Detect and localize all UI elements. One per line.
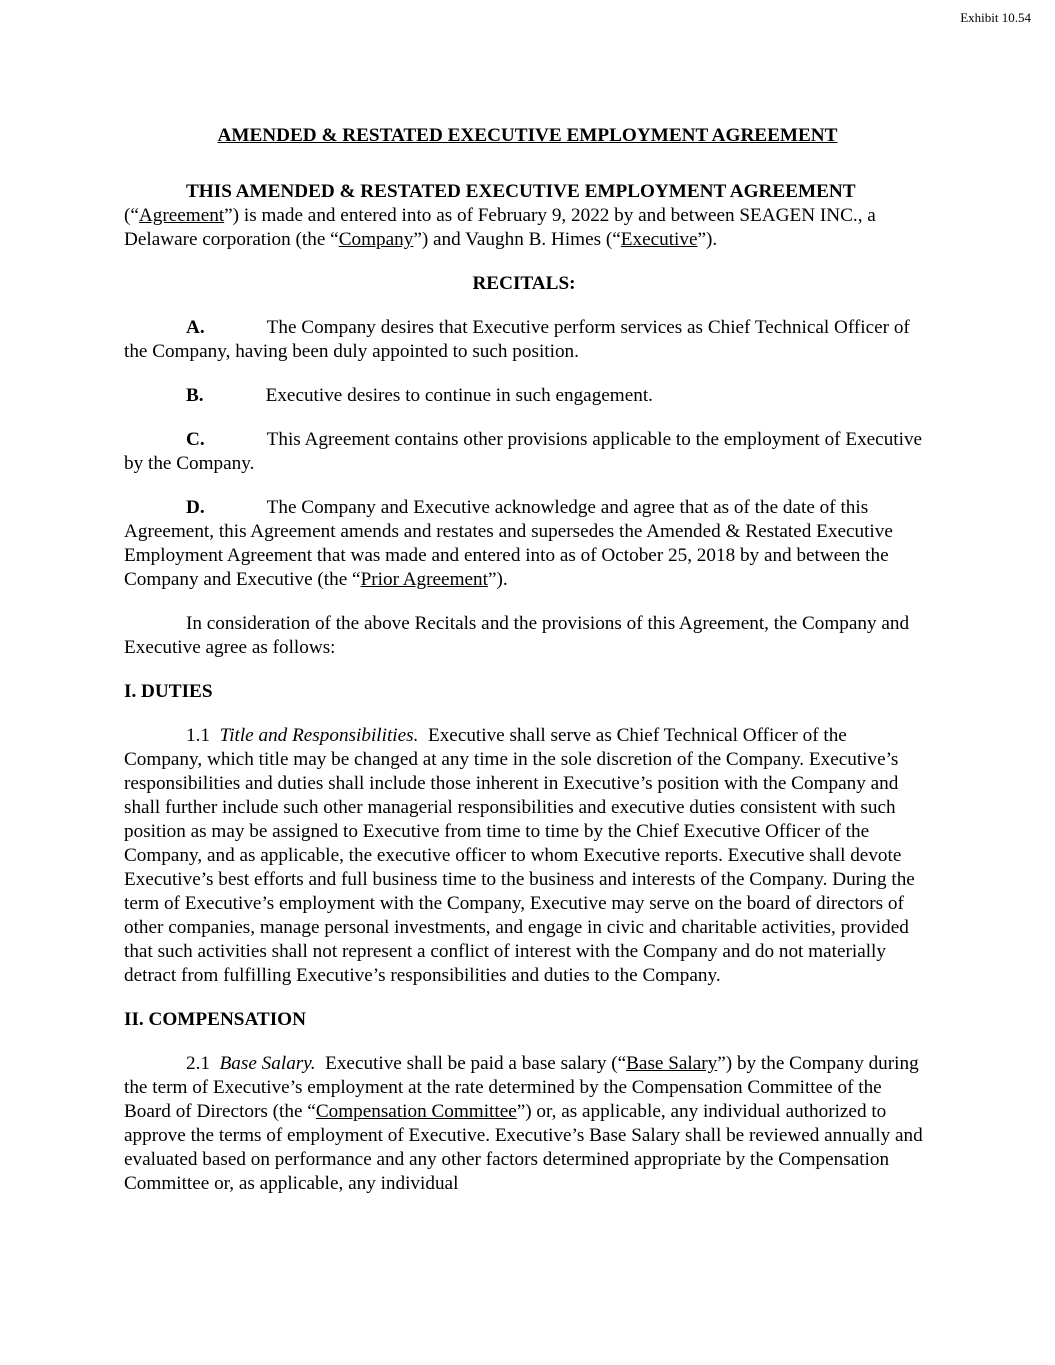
def-prior-agreement: Prior Agreement [360,569,488,590]
section-2-1-title: Base Salary. [219,1053,316,1074]
recital-d-text-1: The Company and Executive acknowledge and agree that as of the date of this Agreement, this Agreement amends and restates and supersedes the Amended & Restated Executive Employment Agreement that was made and entered into as of October 25, 2018 by and between the Company and Executive (the “ [124,497,893,590]
exhibit-label: Exhibit 10.54 [960,10,1031,25]
section-1-heading: I. DUTIES [124,681,213,702]
consideration-paragraph: In consideration of the above Recitals and the provisions of this Agreement, the Company and Executive agree as follows: [124,613,910,658]
document-body [124,180,924,1216]
intro-text-3: ”) and Vaughn B. Himes (“ [413,229,621,250]
def-company: Company [338,229,414,250]
recital-a-label: A. [186,317,205,338]
recital-b [124,384,924,408]
intro-text-4: ”). [697,229,718,250]
recital-d-text-2: ”). [487,569,508,590]
page-title: AMENDED & RESTATED EXECUTIVE EMPLOYMENT AGREEMENT [217,125,838,146]
def-base-salary: Base Salary [626,1053,718,1074]
section-2-1-paragraph [124,1052,924,1196]
recital-c [124,428,924,476]
def-compensation-committee: Compensation Committee [315,1101,517,1122]
intro-bold-lead: THIS AMENDED & RESTATED EXECUTIVE EMPLOYMENT AGREEMENT [186,181,856,202]
recital-b-label: B. [186,385,204,406]
section-1-1-title: Title and Responsibilities. [219,725,419,746]
recital-a-text: The Company desires that Executive perform services as Chief Technical Officer of the Company, having been duly appointed to such position. [124,317,910,362]
intro-text-1: (“ [124,205,139,226]
recital-a [124,316,924,364]
section-1-1-num: 1.1 [186,725,210,746]
recital-c-text: This Agreement contains other provisions applicable to the employment of Executive by the Company. [124,429,923,474]
section-2-1-text-3: ”) or, as applicable, any individual authorized to approve the terms of employment of Executive. Executive’s Base Salary shall be reviewed annually and evaluated based on performance and any other factors determined appropriate by the Compensation Committee or, as applicable, any individual [124,1101,923,1194]
intro-paragraph [124,180,924,252]
recital-b-text: Executive desires to continue in such engagement. [265,385,653,406]
section-2-1-text-2: ”) by the Company during the term of Executive’s employment at the rate determined by the Compensation Committee of the Board of Directors (the “ [124,1053,919,1122]
recitals-heading: RECITALS: [472,273,576,294]
recital-d-label: D. [186,497,205,518]
section-2-1-text-1: Executive shall be paid a base salary (“ [325,1053,627,1074]
def-executive: Executive [620,229,698,250]
section-1-1-text: Executive shall serve as Chief Technical Officer of the Company, which title may be changed at any time in the sole discretion of the Company. Executive’s responsibilities and duties shall include those inherent in Executive’s position with the Company and shall further include such other managerial responsibilities and executive duties consistent with such position as may be assigned to Executive from time to time by the Chief Executive Officer of the Company, and as applicable, the executive officer to whom Executive reports. Executive shall devote Executive’s best efforts and full business time to the business and interests of the Company. During the term of Executive’s employment with the Company, Executive may serve on the board of directors of other companies, manage personal investments, and engage in civic and charitable activities, provided that such activities shall not represent a conflict of interest with the Company and do not materially detract from fulfilling Executive’s responsibilities and duties to the Company. [124,725,915,986]
def-agreement: Agreement [138,205,225,226]
section-1-1-paragraph [124,724,924,988]
recital-d [124,496,924,592]
recital-c-label: C. [186,429,205,450]
section-2-heading: II. COMPENSATION [124,1009,306,1030]
section-2-1-num: 2.1 [186,1053,210,1074]
intro-text-2: ”) is made and entered into as of February 9, 2022 by and between SEAGEN INC., a Delaware corporation (the “ [124,205,876,250]
